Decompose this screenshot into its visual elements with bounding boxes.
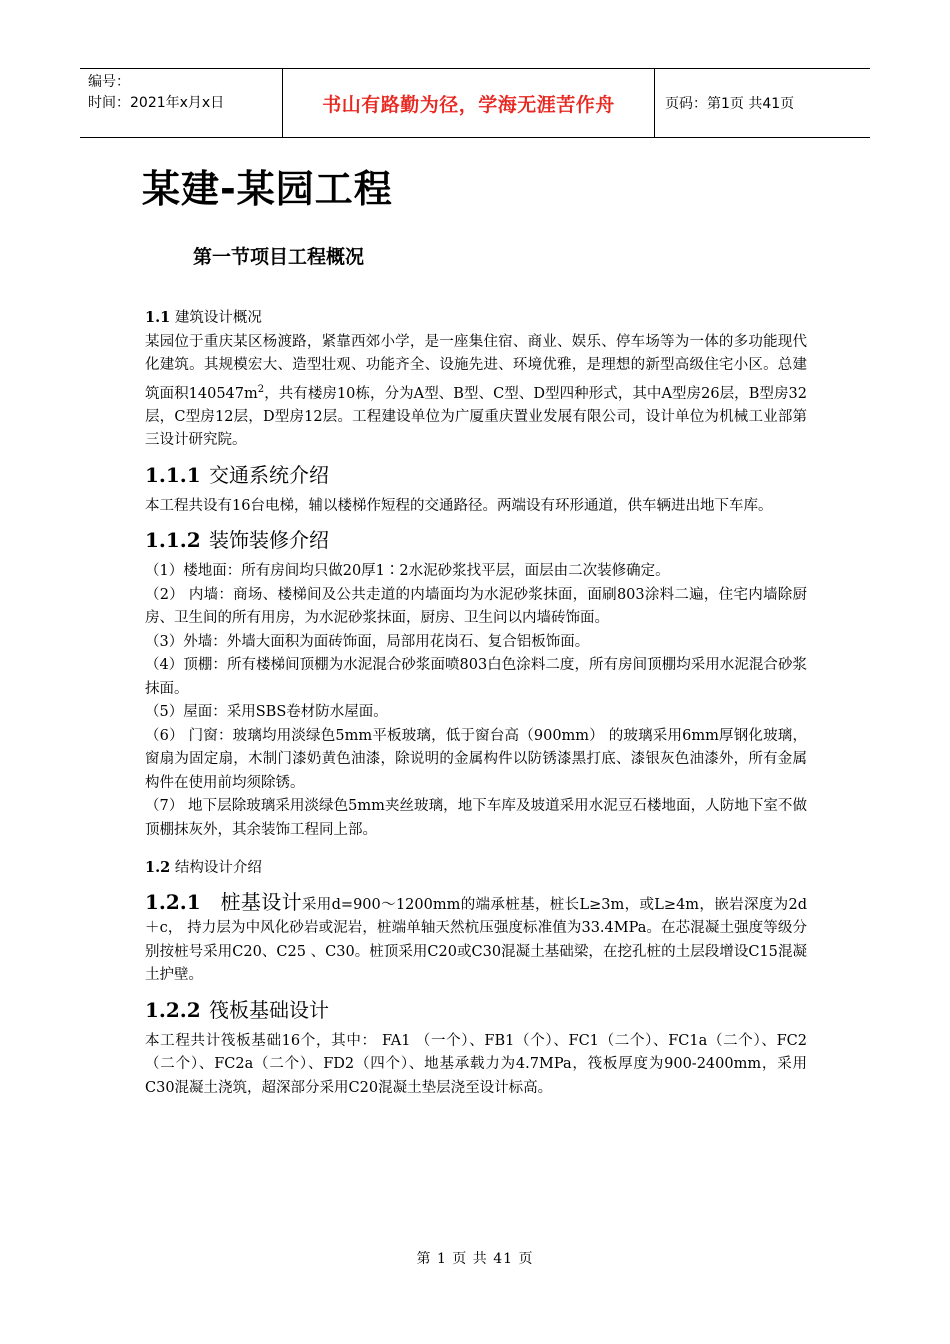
heading-number: 1.2 xyxy=(145,859,171,877)
heading-number: 1.2.1 xyxy=(145,889,201,914)
list-item: （2） 内墙：商场、楼梯间及公共走道的内墙面均为水泥砂浆抹面，面刷803涂料二遍，住宅内墙除厨房、卫生间的所有用房，为水泥砂浆抹面，厨房、卫生问以内墙砖饰面。 xyxy=(145,586,807,627)
page-header xyxy=(80,68,870,138)
superscript: 2 xyxy=(257,383,265,395)
document-body xyxy=(145,306,807,1100)
heading-number: 1.1 xyxy=(145,309,171,326)
list-item: （7） 地下层除玻璃采用淡绿色5mm夹丝玻璃，地下车库及坡道采用水泥豆石楼地面，人防地下室不做顶棚抹灰外，其余装饰工程同上部。 xyxy=(145,798,807,838)
heading-1-2 xyxy=(145,856,807,881)
list-item: （6） 门窗：玻璃均用淡绿色5mm平板玻璃，低于窗台高（900mm） 的玻璃采用6mm厚钢化玻璃，窗扇为固定扇，木制门漆奶黄色油漆，除说明的金属构件以防锈漆黑打底、漆银灰色油漆外，所有金属构件在使用前均须除锈。 xyxy=(145,727,807,791)
list-item: （4）顶棚：所有楼梯间顶棚为水泥混合砂浆面喷803白色涂料二度，所有房间顶棚均采用水泥混合砂浆抹面。 xyxy=(145,657,807,697)
heading-number: 1.1.2 xyxy=(145,528,201,553)
document-title: 某建-某园工程 xyxy=(142,167,393,211)
paragraph-text-tail: ，共有楼房10栋，分为A型、B型、C型、D型四种形式，其中A型房26层，B型房32层，C型房12层，D型房12层。工程建设单位为广厦重庆置业发展有限公司，设计单位为机械工业部第三设计研究院。 xyxy=(145,385,807,449)
heading-number: 1.2.2 xyxy=(145,997,201,1022)
paragraph-pile xyxy=(145,891,807,988)
heading-1-2-2 xyxy=(145,996,807,1024)
header-page-info: 页码：第1页 共41页 xyxy=(665,96,795,112)
header-motto: 书山有路勤为径，学海无涯苦作舟 xyxy=(282,69,655,137)
time-label: 时间：2021年x月x日 xyxy=(88,95,225,111)
list-item: （3）外墙：外墙大面积为面砖饰面，局部用花岗石、复合铝板饰面。 xyxy=(145,633,590,650)
heading-1-1 xyxy=(145,306,807,331)
heading-text: 桩基设计 xyxy=(220,889,302,914)
code-label: 编号： xyxy=(88,74,130,90)
heading-number: 1.1.1 xyxy=(145,462,201,487)
heading-text: 建筑设计概况 xyxy=(170,310,262,326)
heading-1-1-2 xyxy=(145,526,807,554)
spacer xyxy=(145,842,807,856)
list-item: （1）楼地面：所有房间均只做20厚1∶2水泥砂浆找平层，面层由二次装修确定。 xyxy=(145,563,670,580)
heading-text: 结构设计介绍 xyxy=(170,860,262,877)
heading-text: 装饰装修介绍 xyxy=(209,528,330,553)
page-footer: 第 1 页 共 41 页 xyxy=(416,1251,534,1267)
header-meta xyxy=(80,69,282,137)
paragraph-text: 采用d=900～1200mm的端承桩基，桩长L≥3m，或L≥4m，嵌岩深度为2d＋c， 持力层为中风化砂岩或泥岩，桩端单轴天然杭压强度标准值为33.4MPa。在芯混凝土强度等级分别按桩号采用C20、C25 、C30。桩顶采用C20或C30混凝土基础梁，在挖孔桩的土层段增设C15混凝土护壁。 xyxy=(145,896,808,984)
paragraph-overview xyxy=(145,331,807,453)
paragraph-raft: 本工程共计筏板基础16个，其中： FA1 （一个）、FB1（个）、FC1（二个）、FC1a（二个）、FC2（二个）、FC2a（二个）、FD2（四个）、地基承载力为4.7MPa，筏板厚度为900-2400mm，采用C30混凝土浇筑，超深部分采用C20混凝土垫层浇至设计标高。 xyxy=(145,1032,807,1096)
list-item: （5）屋面：采用SBS卷材防水屋面。 xyxy=(145,704,388,721)
paragraph-text: 某园位于重庆某区杨渡路，紧靠西郊小学，是一座集住宿、商业、娱乐、停车场等为一体的多功能现代化建筑。其规模宏大、造型壮观、功能齐全、设施先进、环境优雅，是理想的新型高级住宅小区。总建筑面积140547m xyxy=(145,333,807,402)
section-title: 第一节项目工程概况 xyxy=(193,246,365,268)
paragraph-traffic: 本工程共设有16台电梯，辅以楼梯作短程的交通路径。两端设有环形通道，供车辆进出地下车库。 xyxy=(145,497,773,514)
heading-1-1-1 xyxy=(145,461,807,489)
heading-text: 交通系统介绍 xyxy=(209,462,330,487)
heading-text: 筏板基础设计 xyxy=(209,997,330,1022)
